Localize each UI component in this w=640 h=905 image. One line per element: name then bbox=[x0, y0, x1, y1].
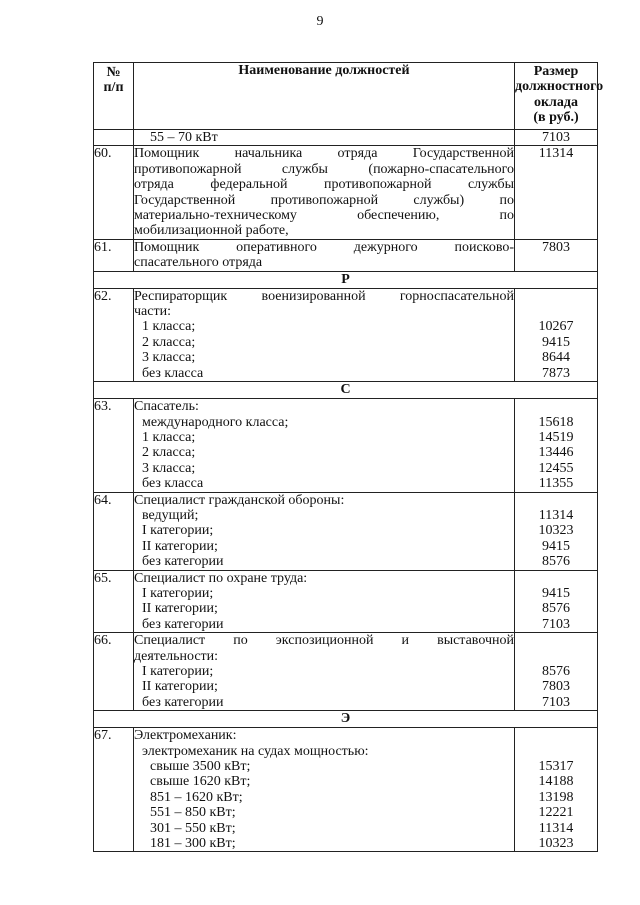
salary-value: 12455 bbox=[538, 460, 574, 476]
position-name-line: мобилизационной работе, bbox=[134, 223, 289, 239]
position-name-line: спасательного отряда bbox=[134, 255, 263, 271]
salary-value: 9415 bbox=[542, 538, 570, 554]
row-number: 63. bbox=[94, 399, 134, 492]
salary-cell bbox=[515, 492, 598, 570]
salary-table bbox=[93, 62, 604, 852]
position-name bbox=[134, 130, 515, 146]
position-name-line: Специалист по экспозиционной и выставочной bbox=[134, 633, 514, 649]
salary-value: 15317 bbox=[538, 759, 574, 775]
salary-value bbox=[515, 399, 597, 414]
position-name-line: без категории bbox=[142, 694, 224, 710]
position-name bbox=[134, 288, 515, 381]
position-name-line: 55 – 70 кВт bbox=[150, 130, 218, 145]
table-header-row bbox=[94, 63, 598, 130]
salary-value bbox=[515, 493, 597, 508]
salary-cell bbox=[515, 288, 598, 381]
salary-value bbox=[515, 744, 597, 759]
salary-cell bbox=[515, 130, 598, 146]
header-number-line: № bbox=[106, 65, 121, 80]
salary-value: 8644 bbox=[542, 350, 570, 366]
table-row bbox=[94, 399, 598, 492]
position-name-line: без категории bbox=[142, 616, 224, 632]
header-salary-line: должностного bbox=[515, 79, 604, 95]
position-name-line: без класса bbox=[142, 476, 204, 492]
position-name bbox=[134, 239, 515, 271]
position-name bbox=[134, 492, 515, 570]
salary-cell bbox=[515, 239, 598, 271]
salary-value: 8576 bbox=[542, 601, 570, 617]
header-salary bbox=[515, 63, 604, 130]
salary-value: 7803 bbox=[542, 239, 570, 255]
table-row bbox=[94, 633, 598, 711]
row-number: 61. bbox=[94, 239, 134, 271]
position-name-line: 2 класса; bbox=[142, 445, 196, 461]
position-name-line: свыше 3500 кВт; bbox=[150, 759, 251, 775]
position-name-line: свыше 1620 кВт; bbox=[150, 774, 251, 790]
row-number bbox=[94, 130, 134, 146]
position-name bbox=[134, 728, 515, 852]
salary-value bbox=[515, 571, 597, 586]
header-position-name: Наименование должностей bbox=[134, 63, 515, 130]
row-number: 60. bbox=[94, 146, 134, 239]
salary-cell bbox=[515, 570, 598, 633]
salary-value: 12221 bbox=[538, 805, 574, 821]
section-letter: Э bbox=[94, 711, 598, 728]
position-name-line: Спасатель: bbox=[134, 399, 199, 415]
salary-value: 10323 bbox=[538, 523, 574, 539]
salary-value: 11314 bbox=[538, 820, 574, 836]
position-name-line: без категории bbox=[142, 554, 224, 570]
salary-value: 14188 bbox=[538, 774, 574, 790]
letter-section-row bbox=[94, 711, 598, 728]
table-row bbox=[94, 130, 598, 146]
header-number bbox=[94, 63, 134, 130]
salary-cell bbox=[515, 633, 598, 711]
salary-value bbox=[515, 304, 597, 319]
header-salary-line: Размер bbox=[533, 64, 579, 79]
salary-cell bbox=[515, 146, 598, 239]
position-name bbox=[134, 570, 515, 633]
position-name-line: Электромеханик: bbox=[134, 728, 237, 744]
salary-value: 13446 bbox=[538, 445, 574, 461]
salary-value: 7803 bbox=[542, 679, 570, 695]
salary-value: 9415 bbox=[542, 585, 570, 601]
position-name-line: Помощник начальника отряда Государственной bbox=[134, 146, 514, 162]
position-name-line: I категории; bbox=[142, 585, 214, 601]
table-row bbox=[94, 570, 598, 633]
table-row bbox=[94, 728, 598, 852]
salary-value: 11355 bbox=[538, 476, 574, 492]
table-row bbox=[94, 239, 598, 271]
position-name-line: противопожарной службы (пожарно-спасательного bbox=[134, 161, 514, 177]
salary-value: 8576 bbox=[542, 664, 570, 679]
header-number-line: п/п bbox=[103, 80, 124, 96]
position-name bbox=[134, 146, 515, 239]
position-name-line: II категории; bbox=[142, 538, 218, 554]
salary-value bbox=[515, 289, 597, 304]
row-number: 64. bbox=[94, 492, 134, 570]
position-name bbox=[134, 633, 515, 711]
table-row bbox=[94, 146, 598, 239]
position-name-line: II категории; bbox=[142, 601, 218, 617]
position-name-line: электромеханик на судах мощностью: bbox=[142, 743, 369, 759]
position-name-line: ведущий; bbox=[142, 507, 199, 523]
salary-value bbox=[515, 649, 597, 664]
salary-value: 13198 bbox=[538, 789, 574, 805]
row-number: 67. bbox=[94, 728, 134, 852]
position-name-line: части: bbox=[134, 304, 171, 320]
salary-cell bbox=[515, 728, 598, 852]
salary-value: 7103 bbox=[542, 130, 570, 145]
position-name-line: 1 класса; bbox=[142, 319, 196, 335]
row-number: 65. bbox=[94, 570, 134, 633]
salary-value: 10323 bbox=[538, 836, 574, 852]
position-name-line: 181 – 300 кВт; bbox=[150, 836, 236, 852]
position-name-line: материально-техническому обеспечению, по bbox=[134, 208, 514, 224]
salary-value: 15618 bbox=[538, 414, 574, 430]
salary-value: 14519 bbox=[538, 429, 574, 445]
salary-value: 10267 bbox=[538, 319, 574, 335]
position-name-line: деятельности: bbox=[134, 648, 219, 664]
position-name-line: Помощник оперативного дежурного поисково- bbox=[134, 239, 514, 255]
page-number: 9 bbox=[316, 14, 324, 29]
salary-value: 11314 bbox=[538, 507, 574, 523]
salary-value: 7103 bbox=[542, 616, 570, 632]
section-letter: С bbox=[94, 382, 598, 399]
position-name-line: 3 класса; bbox=[142, 460, 196, 476]
salary-value: 11314 bbox=[538, 146, 574, 162]
position-name-line: Специалист гражданской обороны: bbox=[134, 492, 345, 508]
position-name-line: 1 класса; bbox=[142, 429, 196, 445]
letter-section-row bbox=[94, 382, 598, 399]
position-name-line: международного класса; bbox=[142, 414, 289, 430]
position-name-line: без класса bbox=[142, 365, 204, 381]
row-number: 62. bbox=[94, 288, 134, 381]
salary-value: 8576 bbox=[542, 554, 570, 570]
position-name-line: II категории; bbox=[142, 679, 218, 695]
position-name-line: I категории; bbox=[142, 664, 214, 679]
table-row bbox=[94, 288, 598, 381]
table-row bbox=[94, 492, 598, 570]
header-salary-line: (в руб.) bbox=[533, 110, 579, 126]
salary-value bbox=[515, 633, 597, 648]
position-name-line: Государственной противопожарной службы) по bbox=[134, 192, 514, 208]
letter-section-row bbox=[94, 271, 598, 288]
salary-cell bbox=[515, 399, 598, 492]
position-name-line: 851 – 1620 кВт; bbox=[150, 789, 243, 805]
salary-value bbox=[515, 728, 597, 743]
position-name-line: 3 класса; bbox=[142, 350, 196, 366]
row-number: 66. bbox=[94, 633, 134, 711]
salary-value: 7103 bbox=[542, 694, 570, 710]
table-body bbox=[94, 130, 598, 852]
section-letter: Р bbox=[94, 271, 598, 288]
position-name-line: 551 – 850 кВт; bbox=[150, 805, 236, 821]
header-salary-line: оклада bbox=[533, 94, 578, 110]
position-name-line: I категории; bbox=[142, 523, 214, 539]
salary-value: 7873 bbox=[542, 365, 570, 381]
position-name-line: 2 класса; bbox=[142, 334, 196, 350]
position-name-line: отряда федеральной противопожарной службы bbox=[134, 177, 514, 193]
position-name-line: Респираторщик военизированной горноспасательной bbox=[134, 288, 514, 304]
position-name bbox=[134, 399, 515, 492]
salary-value: 9415 bbox=[542, 334, 570, 350]
position-name-line: Специалист по охране труда: bbox=[134, 570, 308, 586]
position-name-line: 301 – 550 кВт; bbox=[150, 820, 236, 836]
